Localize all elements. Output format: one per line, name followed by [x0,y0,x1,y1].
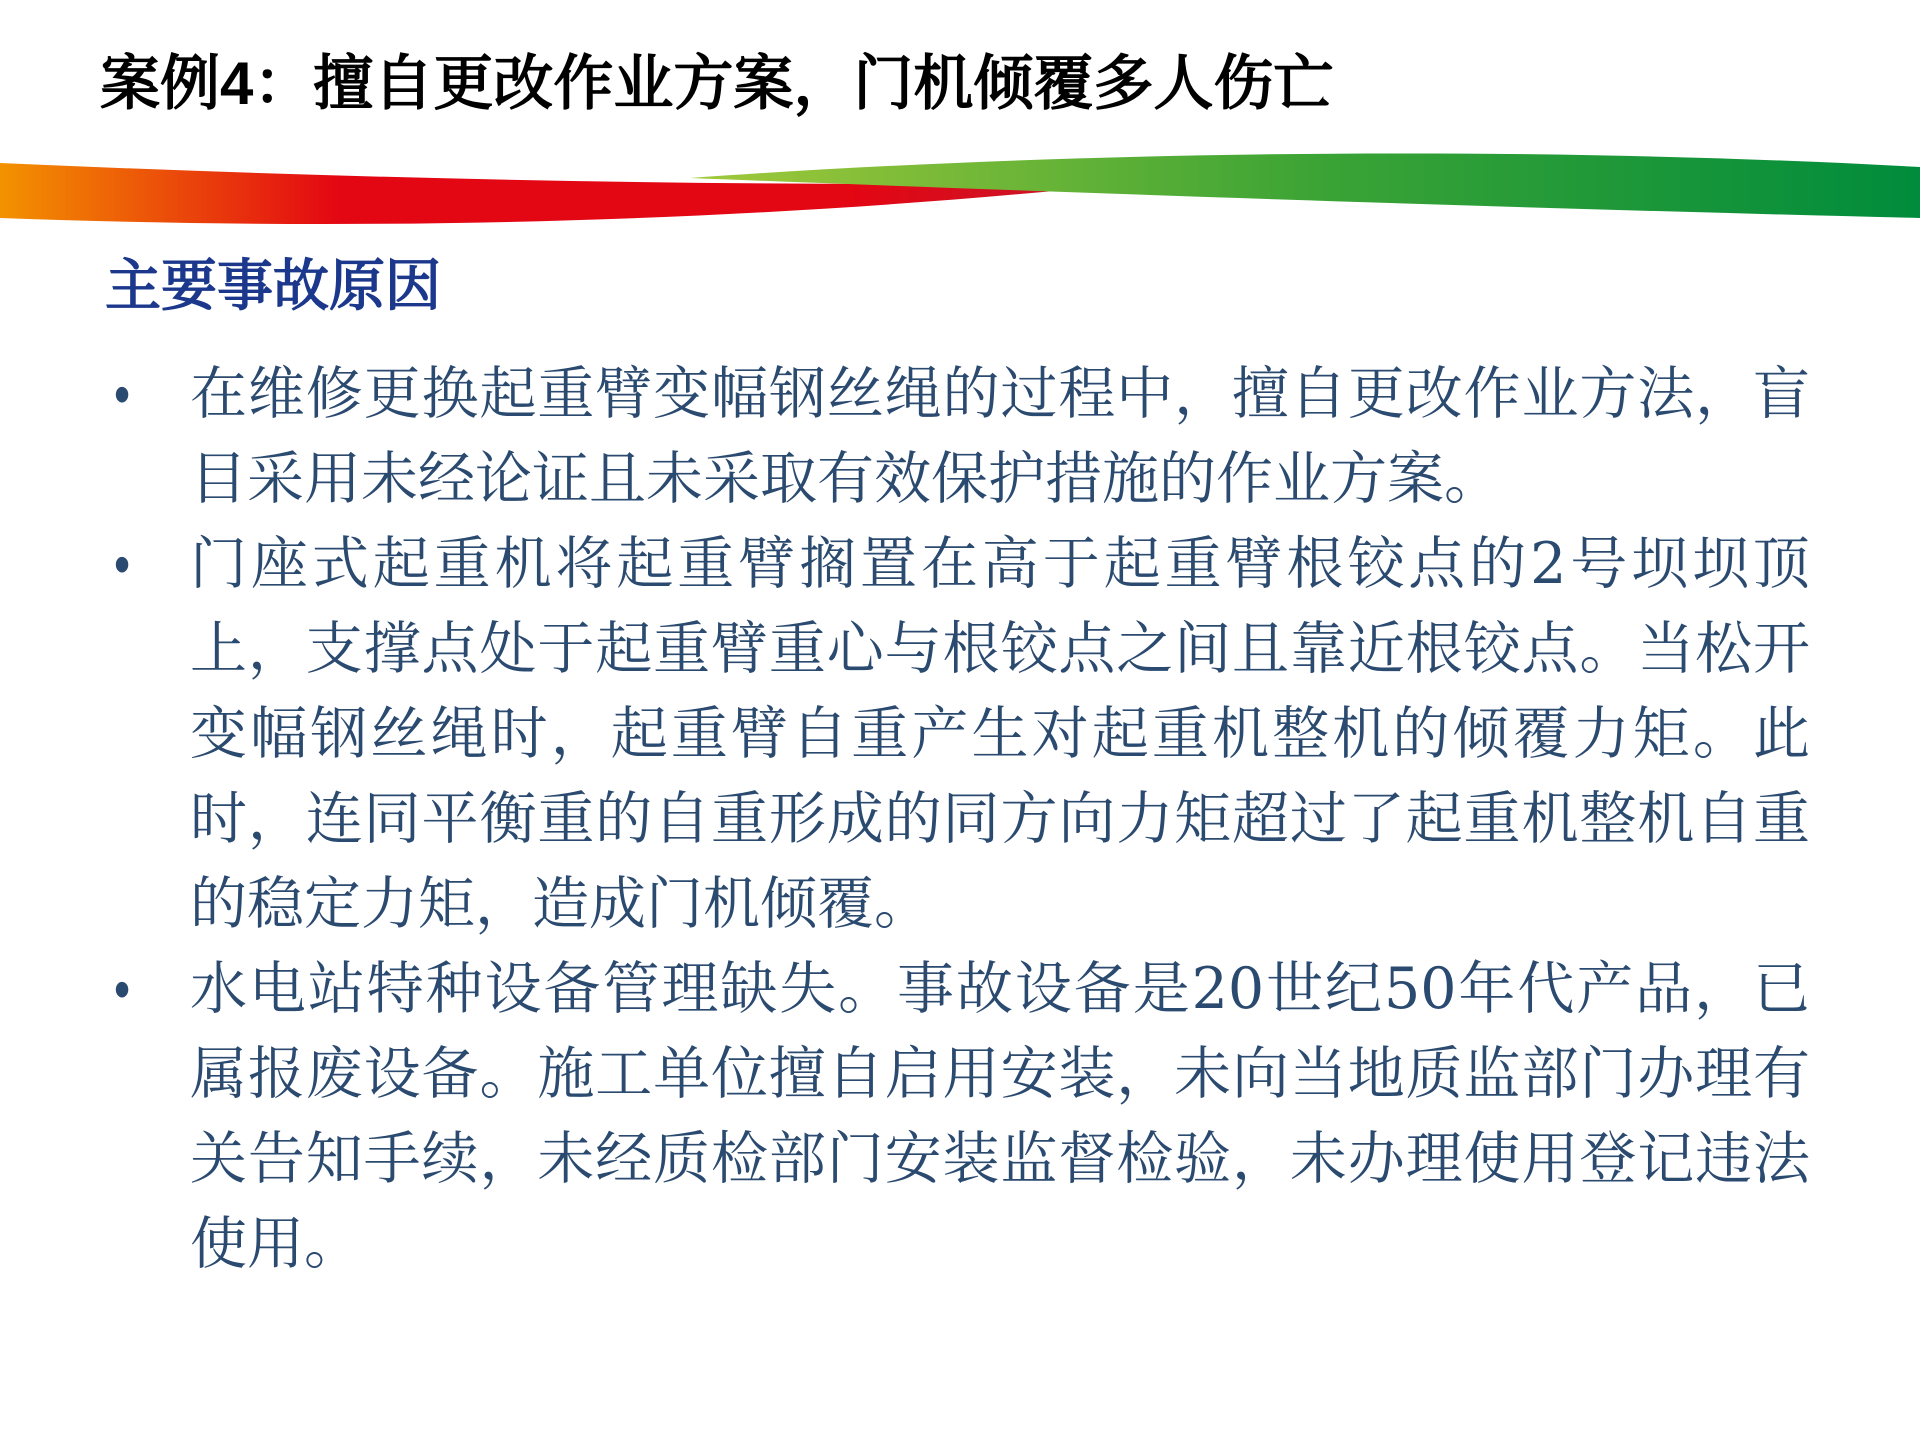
ribbon-divider [0,130,1920,240]
list-item [112,947,1810,1287]
bullet-text: 水电站特种设备管理缺失。事故设备是20世纪50年代产品，已属报废设备。施工单位擅自启用安装，未向当地质监部门办理有关告知手续，未经质检部门安装监督检验，未办理使用登记违法使用。 [190,956,1810,1277]
bullet-text: 在维修更换起重臂变幅钢丝绳的过程中，擅自更改作业方法，盲目采用未经论证且未采取有效保护措施的作业方案。 [190,361,1810,512]
bullet-icon: • [114,361,131,427]
list-item [112,352,1810,522]
bullet-icon: • [114,956,131,1022]
page-title: 案例4：擅自更改作业方案，门机倾覆多人伤亡 [100,50,1334,117]
bullet-list [112,352,1812,1287]
section-heading: 主要事故原因 [105,254,441,317]
bullet-text: 门座式起重机将起重臂搁置在高于起重臂根铰点的2号坝坝顶上，支撑点处于起重臂重心与根铰点之间且靠近根铰点。当松开变幅钢丝绳时，起重臂自重产生对起重机整机的倾覆力矩。此时，连同平衡重的自重形成的同方向力矩超过了起重机整机自重的稳定力矩，造成门机倾覆。 [190,531,1810,937]
list-item [112,522,1810,947]
bullet-icon: • [114,531,131,597]
